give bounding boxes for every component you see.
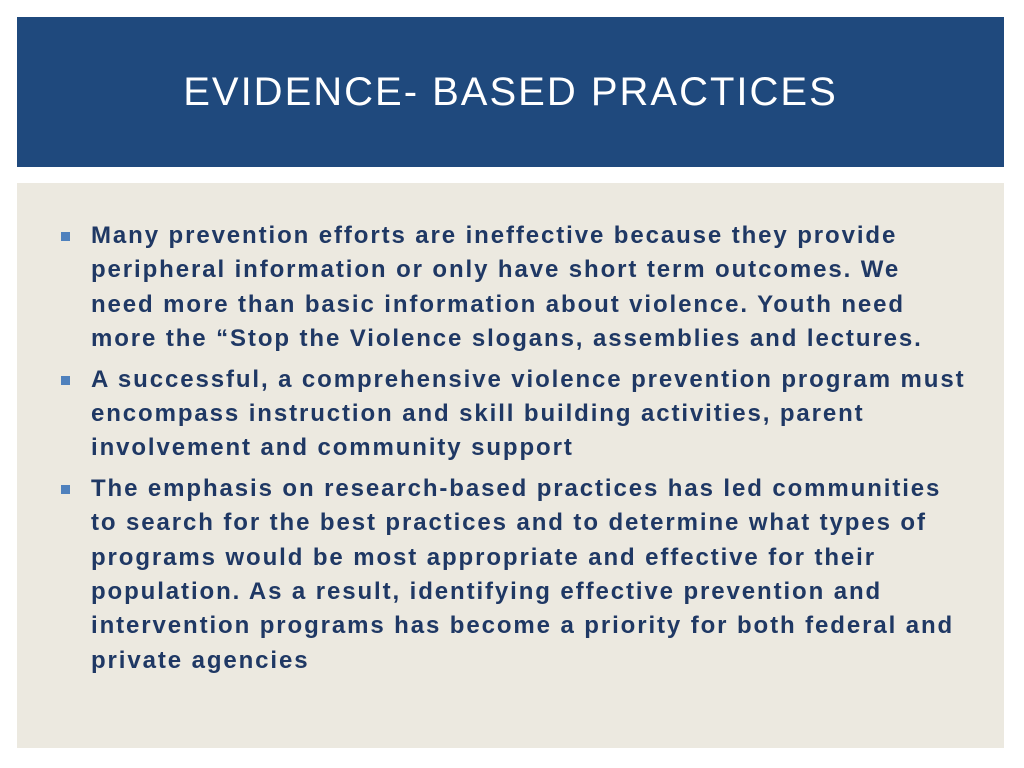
content-box (17, 183, 1004, 748)
bullet-item (61, 363, 971, 466)
title-bar (17, 17, 1004, 167)
bullet-list (61, 219, 971, 684)
bullet-text: A successful, a comprehensive violence prevention program must encompass instruction and skill building activities, parent involvement and community support (91, 365, 966, 462)
square-bullet-icon (61, 485, 70, 494)
bullet-text: Many prevention efforts are ineffective because they provide peripheral information or only have short term outcomes. We need more than basic information about violence. Youth need more the “Stop the Violence slogans, assemblies and lectures. (91, 222, 923, 353)
slide-title: EVIDENCE- BASED PRACTICES (183, 69, 838, 114)
bullet-item (61, 472, 971, 678)
bullet-text: The emphasis on research-based practices has led communities to search for the best practices and to determine what types of programs would be most appropriate and effective for their population. As a result, identifying effective prevention and intervention programs has become a priority for both federal and private agencies (91, 474, 955, 674)
square-bullet-icon (61, 376, 70, 385)
bullet-item (61, 219, 971, 357)
square-bullet-icon (61, 232, 70, 241)
